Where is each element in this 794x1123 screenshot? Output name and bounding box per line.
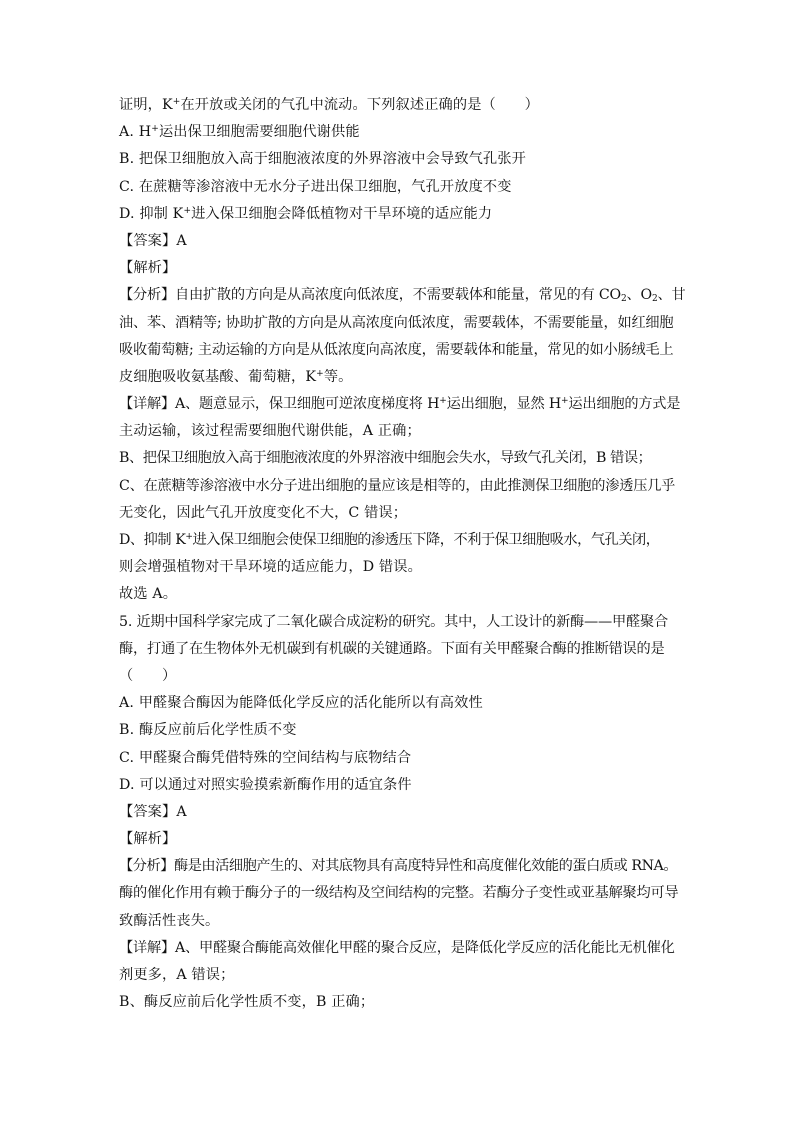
q4-xiangjie-line-6: D、抑制 K+进入保卫细胞会使保卫细胞的渗透压下降，不利于保卫细胞吸水，气孔关闭， — [119, 532, 660, 548]
q5-stem-line-2: 酶，打通了在生物体外无机碳到有机碳的关键通路。下面有关甲醛聚合酶的推断错误的是 — [119, 640, 665, 657]
q4-option-c: C. 在蔗糖等渗溶液中无水分子进出保卫细胞，气孔开放度不变 — [119, 178, 512, 195]
q5-option-d: D. 可以通过对照实验摸索新酶作用的适宜条件 — [119, 776, 412, 793]
answer-value: A — [176, 232, 187, 249]
q4-fenxi-line-3: 吸收葡萄糖; 主动运输的方向是从低浓度向高浓度，需要载体和能量，常见的如小肠绒毛上 — [119, 341, 674, 358]
q5-stem-line-3: （ ） — [119, 667, 177, 684]
q4-xiangjie-line-7: 则会增强植物对干旱环境的适应能力，D 错误。 — [119, 559, 422, 576]
q4-conclusion: 故选 A。 — [119, 586, 178, 603]
q5-option-b: B. 酶反应前后化学性质不变 — [119, 722, 297, 739]
q4-option-d: D. 抑制 K+进入保卫细胞会降低植物对干旱环境的适应能力 — [119, 205, 493, 222]
q4-analysis-tag: 【解析】 — [119, 260, 177, 277]
answer-tag: 【答案】 — [119, 803, 177, 820]
answer-tag: 【答案】 — [119, 232, 177, 249]
q5-xiangjie-line-3: B、酶反应前后化学性质不变，B 正确； — [119, 994, 375, 1011]
q5-fenxi-line-1: 【分析】酶是由活细胞产生的、对其底物具有高度特异性和高度催化效能的蛋白质或 RNA。 — [119, 858, 678, 875]
fenxi-tag: 【分析】 — [119, 858, 174, 875]
q5-option-a: A. 甲醛聚合酶因为能降低化学反应的活化能所以有高效性 — [119, 695, 483, 712]
q4-option-b: B. 把保卫细胞放入高于细胞液浓度的外界溶液中会导致气孔张开 — [119, 151, 527, 168]
q5-option-c: C. 甲醛聚合酶凭借特殊的空间结构与底物结合 — [119, 749, 412, 766]
q4-fenxi-line-1: 【分析】自由扩散的方向是从高浓度向低浓度，不需要载体和能量，常见的有 $CO_2$、$O_2$、甘 — [119, 287, 686, 305]
q4-xiangjie-line-1: 【详解】A、题意显示，保卫细胞可逆浓度梯度将 H+运出细胞，显然 H+运出细胞的方式是 — [119, 396, 681, 413]
xiangjie-tag: 【详解】 — [119, 396, 175, 413]
answer-value: A — [176, 803, 187, 820]
q4-xiangjie-line-4: C、在蔗糖等渗溶液中水分子进出细胞的量应该是相等的，由此推测保卫细胞的渗透压几乎 — [119, 477, 676, 494]
fenxi-tag: 【分析】 — [119, 287, 175, 304]
q4-fenxi-line-2: 油、苯、酒精等; 协助扩散的方向是从高浓度向低浓度，需要载体，不需要能量，如红细胞 — [119, 314, 674, 331]
q4-option-a: A. H+运出保卫细胞需要细胞代谢供能 — [119, 124, 360, 141]
q5-xiangjie-line-1: 【详解】A、甲醛聚合酶能高效催化甲醛的聚合反应，是降低化学反应的活化能比无机催化 — [119, 939, 675, 956]
q5-xiangjie-line-2: 剂更多，A 错误； — [119, 967, 235, 983]
q5-answer — [119, 799, 679, 826]
q4-xiangjie-line-3: B、把保卫细胞放入高于细胞液浓度的外界溶液中细胞会失水，导致气孔关闭，B 错误； — [119, 450, 652, 467]
q4-xiangjie-line-5: 无变化，因此气孔开放度变化不大，C 错误； — [119, 504, 408, 521]
q4-stem-line: 证明，K+在开放或关闭的气孔中流动。下列叙述正确的是（ ） — [119, 97, 539, 113]
q4-xiangjie-line-2: 主动运输，该过程需要细胞代谢供能，A 正确； — [119, 423, 421, 440]
q5-stem-line-1: 5. 近期中国科学家完成了二氧化碳合成淀粉的研究。其中，人工设计的新酶——甲醛聚合 — [119, 613, 668, 630]
q5-fenxi-line-2: 酶的催化作用有赖于酶分子的一级结构及空间结构的完整。若酶分子变性或亚基解聚均可导 — [119, 885, 679, 902]
q4-answer — [119, 228, 679, 255]
q4-fenxi-line-4: 皮细胞吸收氨基酸、葡萄糖，K+等。 — [119, 368, 353, 385]
q5-fenxi-line-3: 致酶活性丧失。 — [119, 912, 220, 929]
q5-analysis-tag: 【解析】 — [119, 831, 177, 848]
text-column — [119, 92, 686, 1016]
xiangjie-tag: 【详解】 — [119, 939, 175, 956]
